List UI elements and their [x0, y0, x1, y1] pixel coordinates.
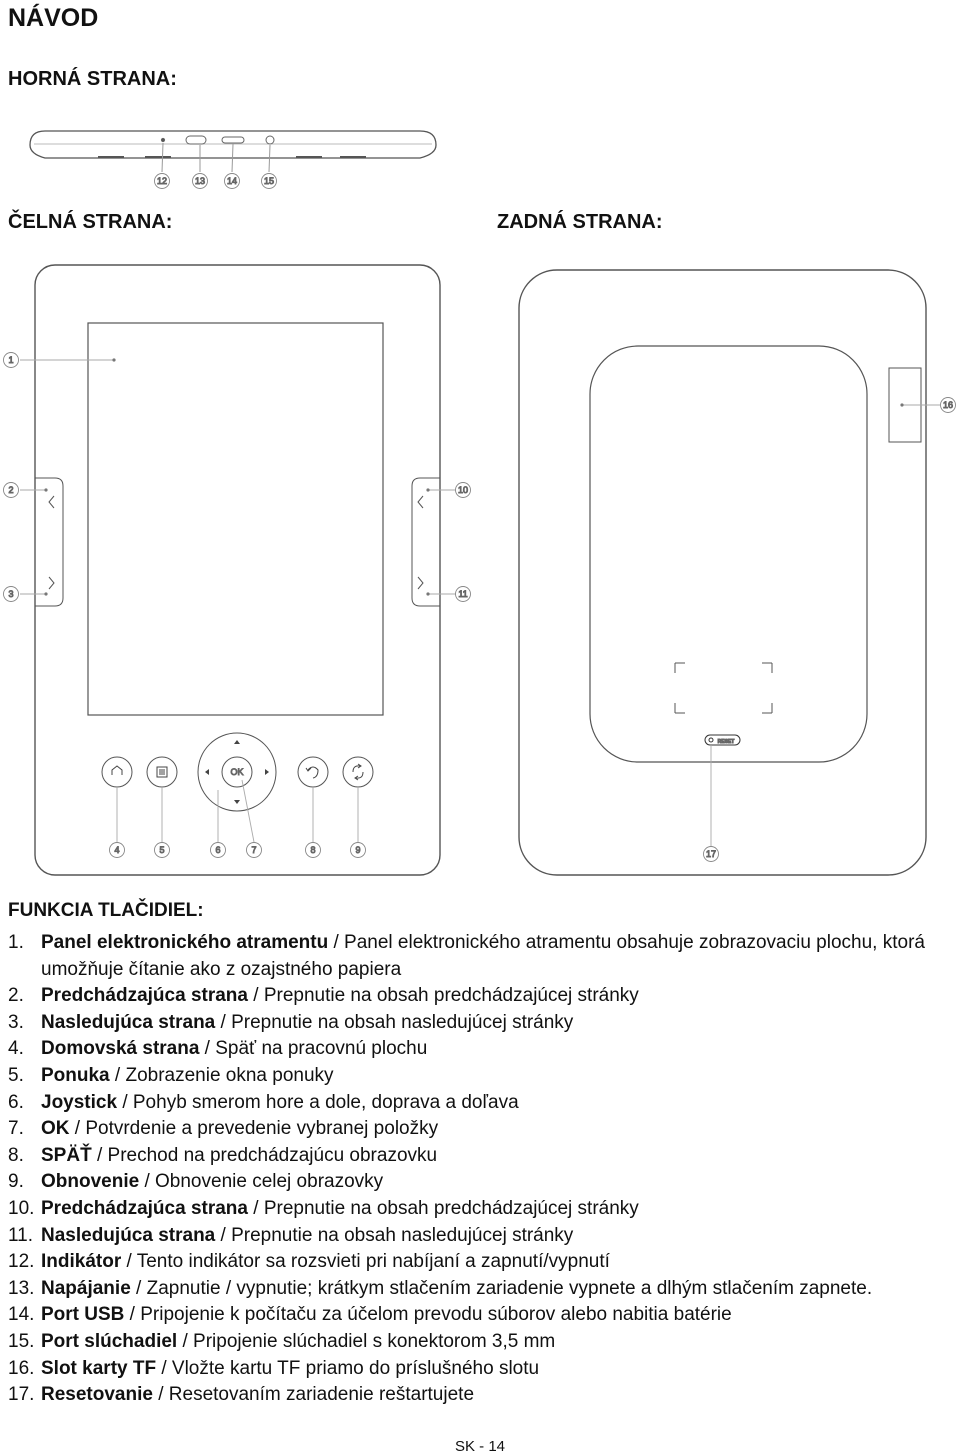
list-item: 3. Nasledujúca strana / Prepnutie na obsah nasledujúcej stránky: [8, 1011, 574, 1033]
back-icon: [308, 767, 318, 778]
callout-17: 17: [705, 849, 717, 859]
chevron-right-icon: [418, 577, 423, 589]
callout-10: 10: [457, 485, 469, 495]
device-front-view: [35, 265, 440, 875]
callout-14: 14: [226, 176, 238, 186]
section-heading-top: HORNÁ STRANA:: [8, 68, 177, 90]
callout-8: 8: [310, 845, 316, 855]
section-heading-back: ZADNÁ STRANA:: [497, 211, 663, 233]
callout-12: 12: [156, 176, 168, 186]
callout-dots: [44, 358, 903, 595]
reset-label: RESET: [717, 739, 735, 745]
callout-9: 9: [355, 845, 361, 855]
section-heading-front: ČELNÁ STRANA:: [8, 211, 173, 233]
list-item: 1. Panel elektronického atramentu / Panel elektronického atramentu obsahuje zobrazovaciu plochu, ktorá umožňuje čítanie ako z ozajstného papiera: [8, 932, 925, 980]
callout-5: 5: [159, 845, 165, 855]
callout-6: 6: [215, 845, 221, 855]
page-title: NÁVOD: [8, 4, 99, 32]
callout-16: 16: [942, 400, 954, 410]
device-back-view: [519, 270, 926, 875]
callout-13: 13: [194, 176, 206, 186]
ok-label: OK: [230, 767, 244, 777]
list-item: 4. Domovská strana / Späť na pracovnú plochu: [8, 1038, 428, 1060]
list-item: 10. Predchádzajúca strana / Prepnutie na obsah predchádzajúcej stránky: [8, 1197, 639, 1219]
arrow-left-icon: [205, 769, 209, 775]
list-item: 11. Nasledujúca strana / Prepnutie na obsah nasledujúcej stránky: [8, 1224, 574, 1246]
callout-1: 1: [8, 355, 14, 365]
chevron-left-icon: [49, 496, 54, 508]
arrow-up-icon: [234, 740, 240, 744]
list-item: 12. Indikátor / Tento indikátor sa rozsvieti pri nabíjaní a zapnutí/vypnutí: [8, 1251, 610, 1273]
section-heading-functions: FUNKCIA TLAČIDIEL:: [8, 900, 204, 921]
power-switch-icon: [186, 136, 206, 144]
function-list: [8, 930, 953, 1409]
indicator-led-icon: [161, 138, 164, 141]
arrow-down-icon: [234, 800, 240, 804]
list-item: 17. Resetovanie / Resetovaním zariadenie reštartujete: [8, 1384, 475, 1406]
arrow-right-icon: [265, 769, 269, 775]
callout-leaders: [20, 360, 940, 846]
chevron-left-icon: [418, 496, 423, 508]
callout-7: 7: [251, 845, 257, 855]
list-item: 16. Slot karty TF / Vložte kartu TF priamo do príslušného slotu: [8, 1357, 540, 1379]
callout-4: 4: [114, 845, 120, 855]
headphone-jack-icon: [266, 136, 274, 144]
back-button: [298, 757, 328, 787]
list-item: 6. Joystick / Pohyb smerom hore a dole, doprava a doľava: [8, 1091, 519, 1113]
list-item: 2. Predchádzajúca strana / Prepnutie na obsah predchádzajúcej stránky: [8, 985, 639, 1007]
usb-port-icon: [222, 137, 244, 143]
callout-2: 2: [8, 485, 14, 495]
list-item: 9. Obnovenie / Obnovenie celej obrazovky: [8, 1171, 384, 1193]
home-icon: [112, 766, 122, 775]
list-item: 8. SPÄŤ / Prechod na predchádzajúcu obrazovku: [8, 1144, 438, 1166]
list-item: 15. Port slúchadiel / Pripojenie slúchadiel s konektorom 3,5 mm: [8, 1330, 556, 1352]
list-item: 7. OK / Potvrdenie a prevedenie vybranej položky: [8, 1118, 439, 1140]
refresh-button: [343, 757, 373, 787]
callout-11: 11: [458, 589, 468, 599]
callout-circles: [4, 174, 956, 862]
device-top-view: [30, 131, 436, 172]
chevron-right-icon: [49, 577, 54, 589]
list-item: 14. Port USB / Pripojenie k počítaču za účelom prevodu súborov alebo nabitia batérie: [8, 1304, 732, 1326]
list-item: 13. Napájanie / Zapnutie / vypnutie; krátkym stlačením zariadenie vypnete a dlhým stlačením zapnete.: [8, 1277, 873, 1299]
home-button: [102, 757, 132, 787]
eink-screen: [88, 323, 383, 715]
page-footer: SK - 14: [454, 1438, 506, 1455]
callout-15: 15: [263, 176, 275, 186]
list-item: 5. Ponuka / Zobrazenie okna ponuky: [8, 1064, 334, 1086]
callout-3: 3: [8, 589, 14, 599]
